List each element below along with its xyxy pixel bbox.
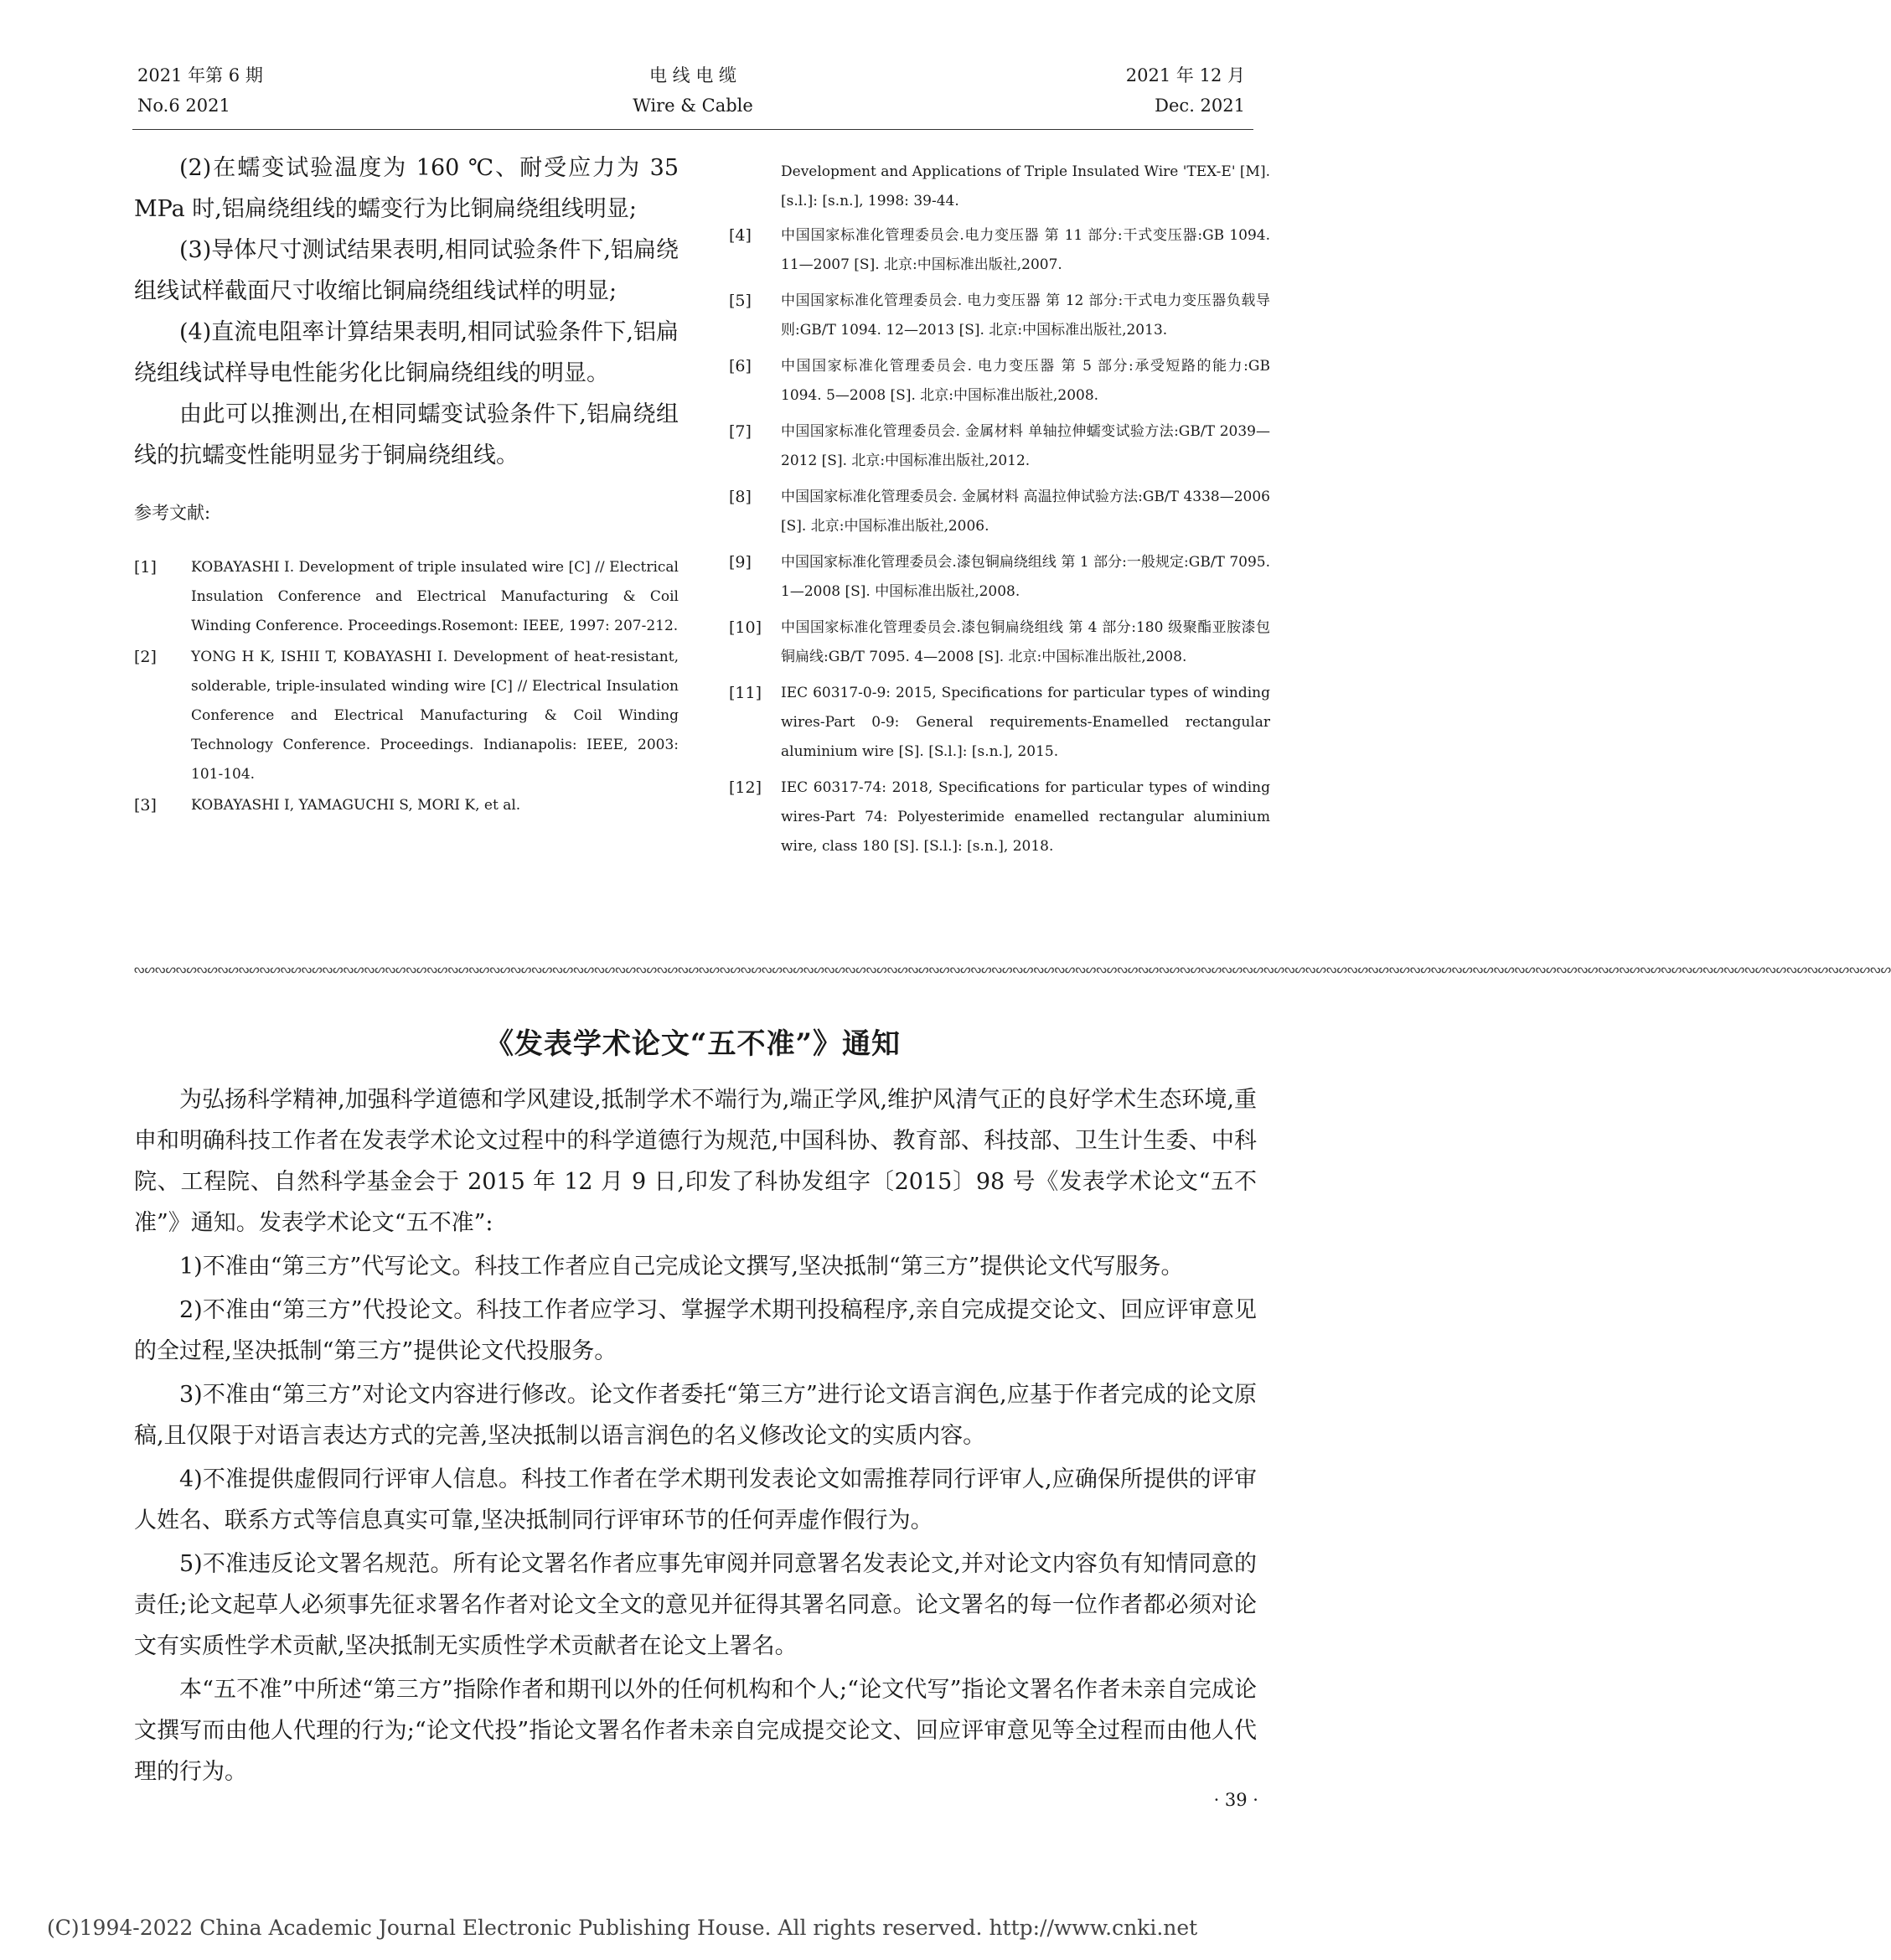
- reference-number: [11]: [729, 684, 762, 702]
- left-column: [134, 147, 679, 822]
- reference-text: IEC 60317-74: 2018, Specifications for particular types of winding wires-Part 74: Polyesterimide enamelled rectangular aluminium wire, class 180 [S]. [S.l.]: [s.n.], 2018.: [781, 779, 1270, 855]
- reference-number: [12]: [729, 778, 762, 797]
- header-issue-cn: 2021 年第 6 期: [137, 65, 263, 85]
- body-paragraph: (2)在蠕变试验温度为 160 ℃、耐受应力为 35 MPa 时,铝扁绕组线的蠕变行为比铜扁绕组线明显;: [134, 155, 679, 222]
- notice-paragraph: 3)不准由“第三方”对论文内容进行修改。论文作者委托“第三方”进行论文语言润色,应基于作者完成的论文原稿,且仅限于对语言表达方式的完善,坚决抵制以语言润色的名义修改论文的实质内容。: [134, 1382, 1257, 1449]
- notice-paragraph: 2)不准由“第三方”代投论文。科技工作者应学习、掌握学术期刊投稿程序,亲自完成提交论文、回应评审意见的全过程,坚决抵制“第三方”提供论文代投服务。: [134, 1297, 1257, 1364]
- reference-number: [9]: [729, 553, 752, 571]
- notice-paragraph: 5)不准违反论文署名规范。所有论文署名作者应事先审阅并同意署名发表论文,并对论文内容负有知情同意的责任;论文起草人必须事先征求署名作者对论文全文的意见并征得其署名同意。论文署名的每一位作者都必须对论文有实质性学术贡献,坚决抵制无实质性学术贡献者在论文上署名。: [134, 1551, 1257, 1659]
- reference-text: KOBAYASHI I, YAMAGUCHI S, MORI K, et al.: [191, 797, 521, 814]
- reference-text: 中国国家标准化管理委员会. 电力变压器 第 12 部分:干式电力变压器负载导则:GB/T 1094. 12—2013 [S]. 北京:中国标准出版社,2013.: [781, 292, 1270, 339]
- reference-text: 中国国家标准化管理委员会.漆包铜扁绕组线 第 1 部分:一般规定:GB/T 7095. 1—2008 [S]. 中国标准出版社,2008.: [781, 554, 1270, 600]
- reference-item: [134, 553, 679, 641]
- body-paragraph: (4)直流电阻率计算结果表明,相同试验条件下,铝扁绕组线试样导电性能劣化比铜扁绕组线的明显。: [134, 319, 679, 386]
- reference-text: 中国国家标准化管理委员会.电力变压器 第 11 部分:干式变压器:GB 1094. 11—2007 [S]. 北京:中国标准出版社,2007.: [781, 227, 1270, 273]
- reference-item: [729, 483, 1270, 541]
- reference-item: [729, 352, 1270, 411]
- reference-number: [2]: [134, 648, 157, 666]
- reference-number: [10]: [729, 618, 762, 637]
- reference-continuation: Development and Applications of Triple Insulated Wire 'TEX-E' [M]. [s.l.]: [s.n.], 1998: 39-44.: [781, 163, 1270, 209]
- notice-title: 《发表学术论文“五不准”》通知: [484, 1027, 902, 1061]
- reference-text: 中国国家标准化管理委员会. 电力变压器 第 5 部分:承受短路的能力:GB 1094. 5—2008 [S]. 北京:中国标准出版社,2008.: [781, 358, 1270, 404]
- reference-item: [729, 613, 1270, 672]
- copyright-footer: (C)1994-2022 China Academic Journal Electronic Publishing House. All rights reserved. http://www.cnki.net: [47, 1916, 1198, 1940]
- reference-item: [134, 643, 679, 789]
- reference-text: IEC 60317-0-9: 2015, Specifications for particular types of winding wires-Part 0-9: General requirements-Enamelled rectangular aluminium wire [S]. [S.l.]: [s.n.], 2015.: [781, 685, 1270, 760]
- header-date-cn: 2021 年 12 月: [1125, 65, 1245, 85]
- journal-title-cn: 电 线 电 缆: [648, 65, 737, 85]
- header-right: [1126, 60, 1245, 121]
- reference-item: [134, 791, 679, 820]
- body-paragraph: (3)导体尺寸测试结果表明,相同试验条件下,铝扁绕组线试样截面尺寸收缩比铜扁绕组线试样的明显;: [134, 237, 679, 304]
- page-number: · 39 ·: [1213, 1790, 1258, 1810]
- reference-text: 中国国家标准化管理委员会. 金属材料 高温拉伸试验方法:GB/T 4338—2006 [S]. 北京:中国标准出版社,2006.: [781, 489, 1270, 535]
- header-issue-en: No.6 2021: [137, 96, 230, 116]
- header-rule: [132, 129, 1253, 130]
- reference-text: YONG H K, ISHII T, KOBAYASHI I. Development of heat-resistant, solderable, triple-insulated winding wire [C] // Electrical Insulation Conference and Electrical Manufacturing & Coil Winding Technology Conference. Proceedings. Indianapolis: IEEE, 2003: 101-104.: [191, 649, 679, 783]
- reference-number: [4]: [729, 226, 752, 245]
- notice-paragraph: 4)不准提供虚假同行评审人信息。科技工作者在学术期刊发表论文如需推荐同行评审人,应确保所提供的评审人姓名、联系方式等信息真实可靠,坚决抵制同行评审环节的任何弄虚作假行为。: [134, 1466, 1257, 1533]
- right-column: [729, 158, 1270, 868]
- reference-number: [8]: [729, 488, 752, 506]
- reference-item: [729, 773, 1270, 861]
- reference-item: [729, 417, 1270, 476]
- reference-number: [7]: [729, 422, 752, 441]
- header-date-en: Dec. 2021: [1155, 96, 1245, 116]
- references-heading: 参考文献:: [134, 503, 211, 523]
- body-paragraph: 由此可以推测出,在相同蠕变试验条件下,铝扁绕组线的抗蠕变性能明显劣于铜扁绕组线。: [134, 401, 679, 468]
- reference-number: [3]: [134, 796, 157, 815]
- reference-item: [729, 221, 1270, 280]
- reference-number: [1]: [134, 558, 157, 577]
- notice-paragraph: 1)不准由“第三方”代写论文。科技工作者应自己完成论文撰写,坚决抵制“第三方”提供论文代写服务。: [179, 1254, 1184, 1280]
- notice-paragraph: 本“五不准”中所述“第三方”指除作者和期刊以外的任何机构和个人;“论文代写”指论文署名作者未亲自完成论文撰写而由他人代理的行为;“论文代投”指论文署名作者未亲自完成提交论文、回应评审意见等全过程而由他人代理的行为。: [134, 1677, 1257, 1785]
- reference-number: [5]: [729, 292, 752, 310]
- decorative-divider: ᔓᔕᔓᔕᔓᔕᔓᔕᔓᔕᔓᔕᔓᔕᔓᔕᔓᔕᔓᔕᔓᔕᔓᔕᔓᔕᔓᔕᔓᔕᔓᔕᔓᔕᔓᔕᔓᔕᔓᔕᔓᔕᔓᔕᔓᔕᔓᔕᔓᔕᔓᔕᔓᔕᔓᔕᔓᔕᔓᔕᔓᔕᔓᔕᔓᔕᔓᔕᔓᔕᔓᔕᔓᔕᔓᔕᔓᔕᔓᔕᔓᔕᔓᔕᔓᔕᔓᔕᔓᔕᔓᔕᔓᔕᔓᔕᔓᔕᔓᔕᔓᔕᔓᔕᔓᔕᔓᔕᔓᔕᔓᔕᔓᔕᔓᔕᔓᔕᔓᔕᔓᔕᔓᔕᔓᔕᔓᔕᔓᔕᔓᔕᔓᔕᔓᔕᔓᔕᔓᔕᔓᔕᔓᔕᔓᔕᔓᔕᔓᔕᔓᔕᔓᔕᔓᔕᔓᔕᔓᔕᔓᔕᔓᔕᔓᔕᔓᔕ: [134, 963, 1891, 976]
- reference-item: [729, 548, 1270, 607]
- reference-text: 中国国家标准化管理委员会.漆包铜扁绕组线 第 4 部分:180 级聚酯亚胺漆包铜扁线:GB/T 7095. 4—2008 [S]. 北京:中国标准出版社,2008.: [781, 619, 1270, 665]
- reference-number: [6]: [729, 357, 752, 375]
- reference-item: [729, 679, 1270, 767]
- journal-title-en: Wire & Cable: [633, 96, 753, 116]
- reference-item: [729, 287, 1270, 345]
- notice-body: [134, 1079, 1257, 1795]
- reference-text: KOBAYASHI I. Development of triple insulated wire [C] // Electrical Insulation Conference and Electrical Manufacturing & Coil Winding Conference. Proceedings.Rosemont: IEEE, 1997: 207-212.: [191, 559, 679, 634]
- notice-paragraph: 为弘扬科学精神,加强科学道德和学风建设,抵制学术不端行为,端正学风,维护风清气正的良好学术生态环境,重申和明确科技工作者在发表学术论文过程中的科学道德行为规范,中国科协、教育部、科技部、卫生计生委、中科院、工程院、自然科学基金会于 2015 年 12 月 9 日,印发了科协发组字〔2015〕98 号《发表学术论文“五不准”》通知。发表学术论文“五不准”:: [134, 1087, 1257, 1236]
- reference-text: 中国国家标准化管理委员会. 金属材料 单轴拉伸蠕变试验方法:GB/T 2039—2012 [S]. 北京:中国标准出版社,2012.: [781, 423, 1270, 469]
